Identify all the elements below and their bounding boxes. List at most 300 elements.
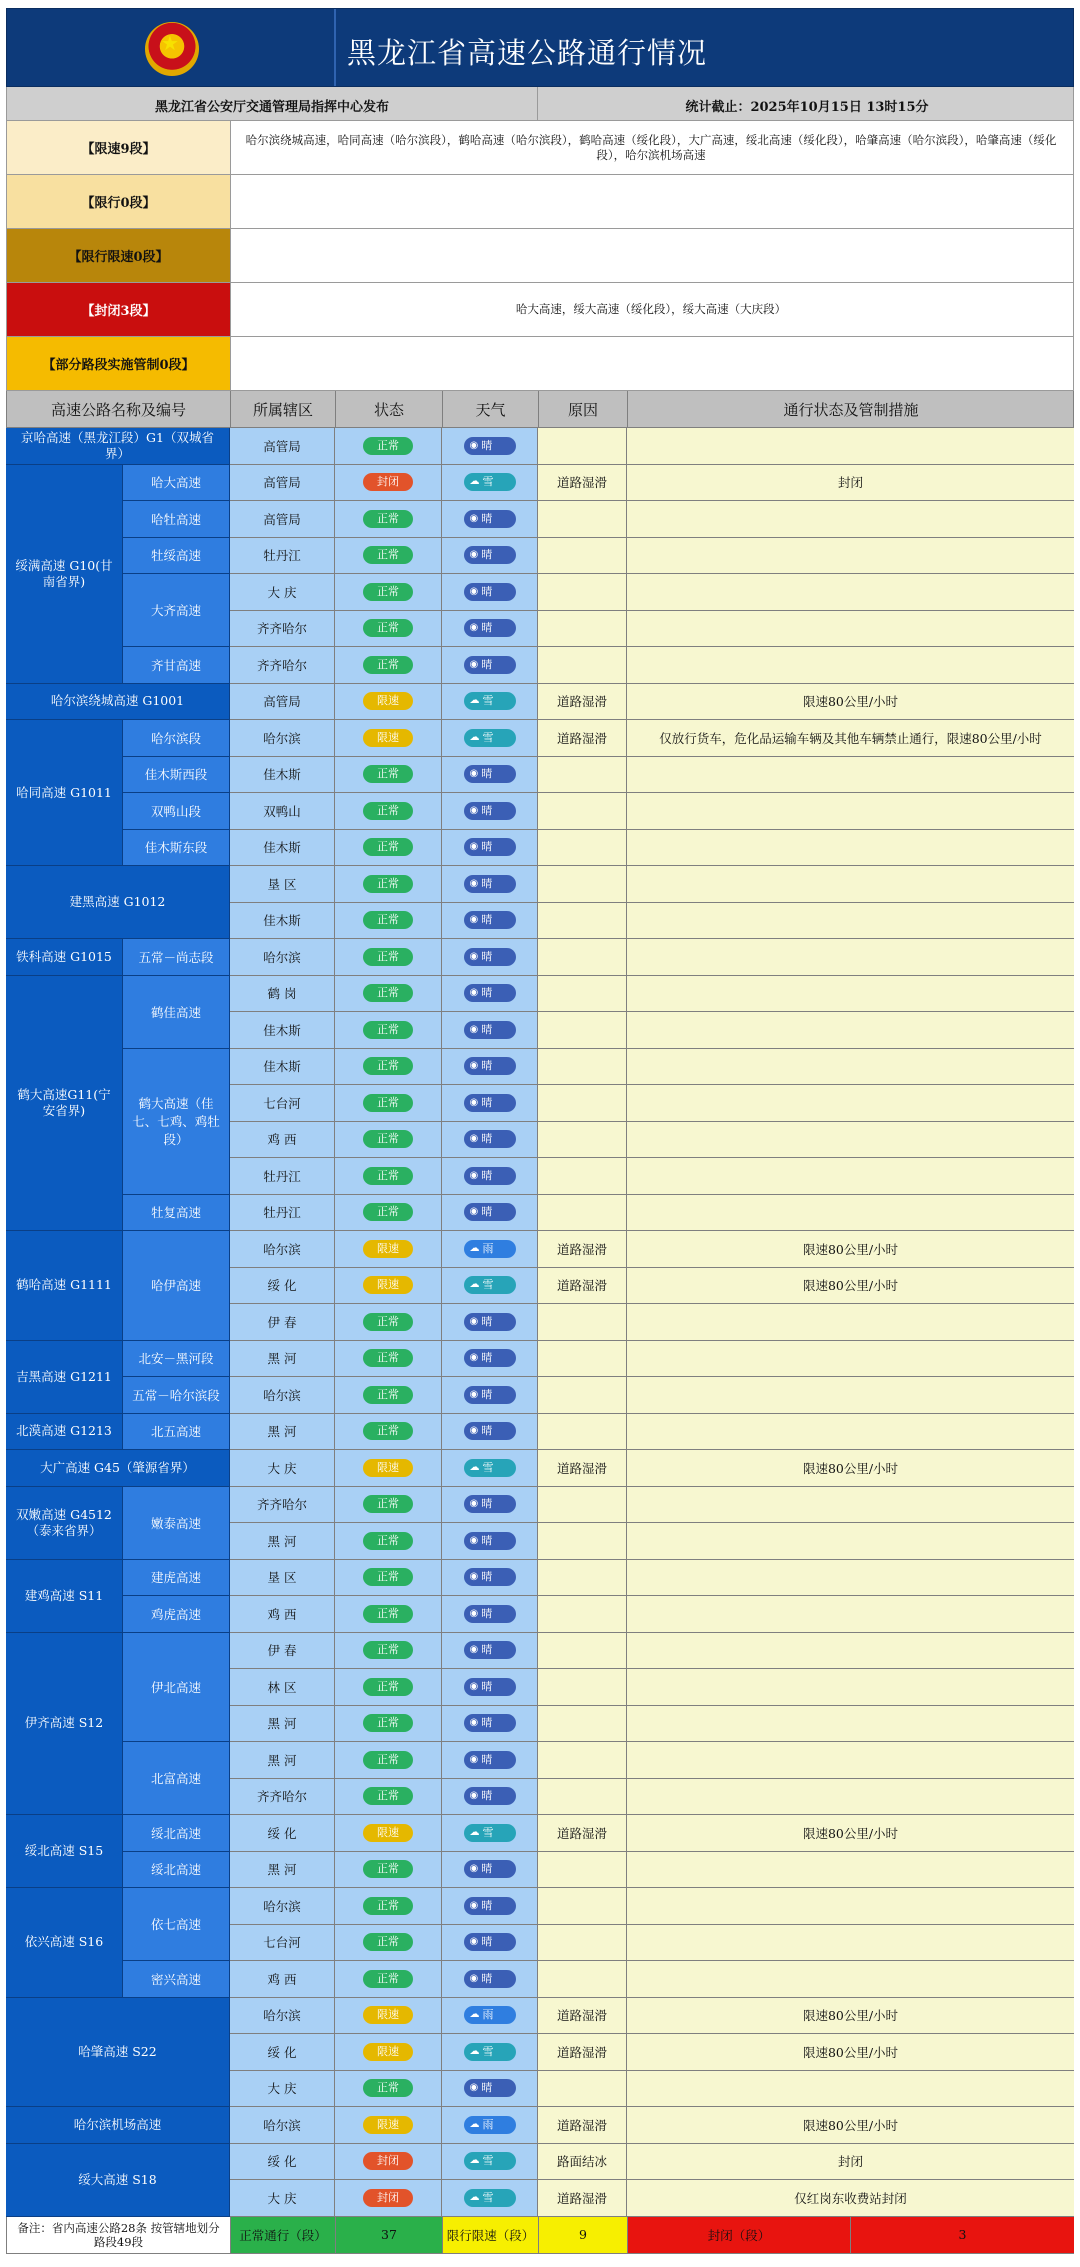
jurisdiction-cell: 高管局 xyxy=(230,501,335,538)
weather-cell xyxy=(442,720,538,757)
measure-cell: 封闭 xyxy=(627,465,1074,502)
status-badge: 正常 xyxy=(363,1860,413,1878)
sun-icon: ◉ xyxy=(469,1425,479,1437)
status-cell xyxy=(335,1195,442,1232)
weather-cell xyxy=(442,1377,538,1414)
weather-label: 雪 xyxy=(482,475,494,489)
weather-cell xyxy=(442,2144,538,2181)
publish-info-bar xyxy=(6,87,1074,121)
footer-normal-label: 正常通行（段） xyxy=(231,2217,336,2253)
status-cell xyxy=(335,2107,442,2144)
summary-row xyxy=(6,175,1074,229)
segment-cell: 北安－黑河段 xyxy=(123,1341,230,1378)
status-cell xyxy=(335,1158,442,1195)
jurisdiction-cell: 绥 化 xyxy=(230,2144,335,2181)
status-badge: 正常 xyxy=(363,948,413,966)
segment-cell: 哈伊高速 xyxy=(123,1231,230,1341)
weather-label: 晴 xyxy=(481,1424,493,1438)
reason-cell: 道路湿滑 xyxy=(538,2180,627,2217)
jurisdiction-cell: 齐齐哈尔 xyxy=(230,1487,335,1524)
reason-cell xyxy=(538,428,627,465)
sun-icon: ◉ xyxy=(469,1096,479,1108)
weather-cell xyxy=(442,830,538,867)
status-cell xyxy=(335,1560,442,1597)
measure-cell xyxy=(627,647,1074,684)
segment-cell: 齐甘高速 xyxy=(123,647,230,684)
measure-cell xyxy=(627,1049,1074,1086)
segment-cell: 鹤大高速（佳七、七鸡、鸡牡段） xyxy=(123,1049,230,1195)
status-badge: 正常 xyxy=(363,510,413,528)
status-badge: 正常 xyxy=(363,802,413,820)
measure-cell xyxy=(627,1012,1074,1049)
reason-cell xyxy=(538,866,627,903)
weather-badge xyxy=(464,1276,516,1294)
weather-badge xyxy=(464,984,516,1002)
weather-cell xyxy=(442,428,538,465)
road-name-cell: 哈肇高速 S22 xyxy=(6,1998,230,2108)
sun-icon: ◉ xyxy=(469,1899,479,1911)
status-cell xyxy=(335,1122,442,1159)
weather-cell xyxy=(442,1852,538,1889)
weather-cell xyxy=(442,1049,538,1086)
cloud-icon: ☁ xyxy=(469,2155,480,2167)
jurisdiction-cell: 伊 春 xyxy=(230,1633,335,1670)
measure-cell xyxy=(627,793,1074,830)
weather-badge xyxy=(464,1349,516,1367)
weather-badge xyxy=(464,1897,516,1915)
weather-cell xyxy=(442,866,538,903)
status-badge: 正常 xyxy=(363,1021,413,1039)
summary-text xyxy=(233,175,1069,228)
measure-cell: 限速80公里/小时 xyxy=(627,2034,1074,2071)
jurisdiction-cell: 哈尔滨 xyxy=(230,1998,335,2035)
reason-cell xyxy=(538,1195,627,1232)
weather-label: 晴 xyxy=(481,1497,493,1511)
status-badge: 正常 xyxy=(363,1094,413,1112)
sun-icon: ◉ xyxy=(469,1644,479,1656)
weather-cell xyxy=(442,1815,538,1852)
reason-cell xyxy=(538,1341,627,1378)
status-cell xyxy=(335,757,442,794)
footer-limit-count: 9 xyxy=(539,2217,628,2253)
title-divider xyxy=(334,9,336,86)
table-header xyxy=(6,391,1074,428)
cloud-icon: ☁ xyxy=(469,1826,480,1838)
reason-cell xyxy=(538,830,627,867)
segment-cell: 北五高速 xyxy=(123,1414,230,1451)
measure-cell xyxy=(627,1085,1074,1122)
col-measures: 通行状态及管制措施 xyxy=(783,400,919,419)
sun-icon: ◉ xyxy=(469,1133,479,1145)
measure-cell xyxy=(627,611,1074,648)
jurisdiction-cell: 高管局 xyxy=(230,428,335,465)
status-badge: 正常 xyxy=(363,1897,413,1915)
reason-cell: 道路湿滑 xyxy=(538,465,627,502)
measure-cell xyxy=(627,976,1074,1013)
measure-cell xyxy=(627,1341,1074,1378)
status-badge: 限速 xyxy=(363,2116,413,2134)
status-cell xyxy=(335,428,442,465)
status-badge: 正常 xyxy=(363,1641,413,1659)
weather-label: 晴 xyxy=(481,438,493,452)
status-cell xyxy=(335,1925,442,1962)
weather-badge xyxy=(464,802,516,820)
weather-cell xyxy=(442,2107,538,2144)
road-name-cell: 吉黑高速 G1211 xyxy=(6,1341,123,1414)
reason-cell xyxy=(538,1596,627,1633)
sun-icon: ◉ xyxy=(469,1863,479,1875)
weather-cell xyxy=(442,611,538,648)
weather-label: 晴 xyxy=(481,1533,493,1547)
road-name-cell: 鹤大高速G11(宁安省界) xyxy=(6,976,123,1232)
sun-icon: ◉ xyxy=(469,1534,479,1546)
weather-label: 晴 xyxy=(481,1314,493,1328)
measure-cell xyxy=(627,1304,1074,1341)
reason-cell: 道路湿滑 xyxy=(538,1231,627,1268)
summary-row xyxy=(6,283,1074,337)
page-title: 黑龙江省高速公路通行情况 xyxy=(347,36,708,70)
status-cell xyxy=(335,611,442,648)
sun-icon: ◉ xyxy=(469,768,479,780)
status-badge: 限速 xyxy=(363,1276,413,1294)
measure-cell xyxy=(627,501,1074,538)
weather-cell xyxy=(442,1414,538,1451)
segment-cell: 依七高速 xyxy=(123,1888,230,1961)
weather-cell xyxy=(442,757,538,794)
status-cell xyxy=(335,1742,442,1779)
reason-cell: 道路湿滑 xyxy=(538,1815,627,1852)
weather-badge xyxy=(464,1094,516,1112)
col-weather: 天气 xyxy=(443,391,539,427)
measure-cell xyxy=(627,1779,1074,1816)
summary-row xyxy=(6,229,1074,283)
reason-cell xyxy=(538,1523,627,1560)
jurisdiction-cell: 林 区 xyxy=(230,1669,335,1706)
weather-label: 雪 xyxy=(482,2190,494,2204)
weather-badge xyxy=(464,1240,516,1258)
sun-icon: ◉ xyxy=(469,549,479,561)
weather-cell xyxy=(442,574,538,611)
status-cell xyxy=(335,1706,442,1743)
summary-label: 【部分路段实施管制0段】 xyxy=(7,337,231,390)
jurisdiction-cell: 黑 河 xyxy=(230,1852,335,1889)
jurisdiction-cell: 双鸭山 xyxy=(230,793,335,830)
measure-cell xyxy=(627,1523,1074,1560)
jurisdiction-cell: 黑 河 xyxy=(230,1742,335,1779)
jurisdiction-cell: 垦 区 xyxy=(230,866,335,903)
sun-icon: ◉ xyxy=(469,439,479,451)
weather-cell xyxy=(442,538,538,575)
status-badge: 正常 xyxy=(363,1167,413,1185)
jurisdiction-cell: 大 庆 xyxy=(230,2180,335,2217)
summary-text: 哈大高速，绥大高速（绥化段），绥大高速（大庆段） xyxy=(515,302,787,316)
weather-cell xyxy=(442,1706,538,1743)
reason-cell xyxy=(538,1888,627,1925)
weather-badge xyxy=(464,1021,516,1039)
weather-label: 晴 xyxy=(481,511,493,525)
reason-cell: 道路湿滑 xyxy=(538,720,627,757)
sun-icon: ◉ xyxy=(469,622,479,634)
measure-cell xyxy=(627,1888,1074,1925)
road-name-cell: 建鸡高速 S11 xyxy=(6,1560,123,1633)
weather-cell xyxy=(442,1012,538,1049)
measure-cell xyxy=(627,1633,1074,1670)
status-badge: 封闭 xyxy=(363,473,413,491)
weather-cell xyxy=(442,1888,538,1925)
weather-label: 雪 xyxy=(482,730,494,744)
jurisdiction-cell: 鸡 西 xyxy=(230,1596,335,1633)
measure-cell: 限速80公里/小时 xyxy=(627,1998,1074,2035)
reason-cell xyxy=(538,1122,627,1159)
weather-badge xyxy=(464,583,516,601)
sun-icon: ◉ xyxy=(469,877,479,889)
weather-label: 晴 xyxy=(481,1862,493,1876)
jurisdiction-cell: 齐齐哈尔 xyxy=(230,1779,335,1816)
title-bar xyxy=(6,8,1074,87)
jurisdiction-cell: 黑 河 xyxy=(230,1414,335,1451)
reason-cell xyxy=(538,1742,627,1779)
status-badge: 正常 xyxy=(363,1605,413,1623)
status-badge: 正常 xyxy=(363,1568,413,1586)
status-cell xyxy=(335,1669,442,1706)
weather-cell xyxy=(442,976,538,1013)
segment-cell: 牡绥高速 xyxy=(123,538,230,575)
reason-cell xyxy=(538,793,627,830)
status-badge: 正常 xyxy=(363,911,413,929)
reason-cell xyxy=(538,1779,627,1816)
weather-badge xyxy=(464,473,516,491)
status-badge: 正常 xyxy=(363,583,413,601)
sun-icon: ◉ xyxy=(469,1972,479,1984)
summary-label: 【限行限速0段】 xyxy=(7,229,231,282)
road-name-cell: 鹤哈高速 G1111 xyxy=(6,1231,123,1341)
status-badge: 正常 xyxy=(363,1422,413,1440)
segment-cell: 大齐高速 xyxy=(123,574,230,647)
status-cell xyxy=(335,1888,442,1925)
sun-icon: ◉ xyxy=(469,1790,479,1802)
status-badge: 限速 xyxy=(363,1240,413,1258)
weather-badge xyxy=(464,875,516,893)
weather-label: 晴 xyxy=(481,1643,493,1657)
status-cell xyxy=(335,2180,442,2217)
status-badge: 正常 xyxy=(363,437,413,455)
weather-badge xyxy=(464,2116,516,2134)
measure-cell xyxy=(627,1122,1074,1159)
weather-cell xyxy=(442,684,538,721)
status-badge: 正常 xyxy=(363,1313,413,1331)
reason-cell xyxy=(538,501,627,538)
weather-cell xyxy=(442,2034,538,2071)
status-cell xyxy=(335,1596,442,1633)
road-name-cell: 双嫩高速 G4512（泰来省界） xyxy=(6,1487,123,1560)
footer-summary xyxy=(6,2217,1074,2254)
weather-badge xyxy=(464,437,516,455)
weather-cell xyxy=(442,1742,538,1779)
road-name-cell: 哈尔滨机场高速 xyxy=(6,2107,230,2144)
sun-icon: ◉ xyxy=(469,1206,479,1218)
weather-label: 晴 xyxy=(481,1351,493,1365)
jurisdiction-cell: 哈尔滨 xyxy=(230,939,335,976)
weather-badge xyxy=(464,838,516,856)
weather-label: 晴 xyxy=(481,876,493,890)
weather-cell xyxy=(442,1779,538,1816)
cloud-icon: ☁ xyxy=(469,731,480,743)
measure-cell xyxy=(627,1596,1074,1633)
reason-cell xyxy=(538,1852,627,1889)
jurisdiction-cell: 大 庆 xyxy=(230,574,335,611)
sun-icon: ◉ xyxy=(469,1169,479,1181)
road-name-cell: 北漠高速 G1213 xyxy=(6,1414,123,1451)
road-name-cell: 绥满高速 G10(甘南省界) xyxy=(6,465,123,684)
status-badge: 封闭 xyxy=(363,2152,413,2170)
weather-badge xyxy=(464,765,516,783)
status-cell xyxy=(335,1049,442,1086)
sun-icon: ◉ xyxy=(469,1352,479,1364)
measure-cell xyxy=(627,1377,1074,1414)
segment-cell: 鸡虎高速 xyxy=(123,1596,230,1633)
jurisdiction-cell: 绥 化 xyxy=(230,1815,335,1852)
weather-label: 晴 xyxy=(481,1570,493,1584)
weather-label: 晴 xyxy=(481,986,493,1000)
reason-cell xyxy=(538,1669,627,1706)
road-name-cell: 铁科高速 G1015 xyxy=(6,939,123,976)
sun-icon: ◉ xyxy=(469,841,479,853)
traffic-status-sheet xyxy=(6,8,1074,2254)
status-badge: 正常 xyxy=(363,1751,413,1769)
status-cell xyxy=(335,465,442,502)
sun-icon: ◉ xyxy=(469,950,479,962)
footer-normal-count: 37 xyxy=(336,2217,443,2253)
measure-cell xyxy=(627,866,1074,903)
segment-cell: 佳木斯东段 xyxy=(123,830,230,867)
footer-limit-label: 限行限速（段） xyxy=(443,2217,539,2253)
sun-icon: ◉ xyxy=(469,1571,479,1583)
segment-cell: 哈大高速 xyxy=(123,465,230,502)
measure-cell xyxy=(627,2071,1074,2108)
weather-badge xyxy=(464,1860,516,1878)
status-cell xyxy=(335,647,442,684)
jurisdiction-cell: 哈尔滨 xyxy=(230,720,335,757)
jurisdiction-cell: 七台河 xyxy=(230,1085,335,1122)
reason-cell xyxy=(538,1925,627,1962)
status-badge: 封闭 xyxy=(363,2189,413,2207)
measure-cell: 限速80公里/小时 xyxy=(627,1231,1074,1268)
reason-cell xyxy=(538,1377,627,1414)
stat-time-label: 统计截止：2025年10月15日 13时15分 xyxy=(685,100,929,115)
weather-badge xyxy=(464,1532,516,1550)
col-jurisdiction: 所属辖区 xyxy=(231,391,336,427)
weather-badge xyxy=(464,1605,516,1623)
status-badge: 限速 xyxy=(363,692,413,710)
weather-label: 晴 xyxy=(481,1059,493,1073)
weather-badge xyxy=(464,1167,516,1185)
measure-cell xyxy=(627,1852,1074,1889)
reason-cell: 道路湿滑 xyxy=(538,1998,627,2035)
weather-cell xyxy=(442,1961,538,1998)
jurisdiction-cell: 佳木斯 xyxy=(230,1012,335,1049)
status-badge: 正常 xyxy=(363,1970,413,1988)
weather-badge xyxy=(464,1422,516,1440)
weather-cell xyxy=(442,1158,538,1195)
status-cell xyxy=(335,2034,442,2071)
reason-cell xyxy=(538,1706,627,1743)
road-name-cell: 依兴高速 S16 xyxy=(6,1888,123,1998)
measure-cell xyxy=(627,1742,1074,1779)
segment-cell: 绥北高速 xyxy=(123,1852,230,1889)
reason-cell xyxy=(538,1633,627,1670)
segment-cell: 建虎高速 xyxy=(123,1560,230,1597)
sun-icon: ◉ xyxy=(469,1060,479,1072)
reason-cell xyxy=(538,647,627,684)
jurisdiction-cell: 大 庆 xyxy=(230,1450,335,1487)
footer-note: 备注：省内高速公路28条 按管辖地划分路段49段 xyxy=(7,2217,231,2253)
summary-text xyxy=(233,337,1069,390)
weather-badge xyxy=(464,2189,516,2207)
weather-badge xyxy=(464,1824,516,1842)
weather-cell xyxy=(442,793,538,830)
jurisdiction-cell: 绥 化 xyxy=(230,1268,335,1305)
road-name-cell: 绥北高速 S15 xyxy=(6,1815,123,1888)
reason-cell xyxy=(538,1049,627,1086)
weather-cell xyxy=(442,1633,538,1670)
reason-cell xyxy=(538,1012,627,1049)
weather-cell xyxy=(442,2071,538,2108)
sun-icon: ◉ xyxy=(469,512,479,524)
weather-badge xyxy=(464,619,516,637)
status-badge: 限速 xyxy=(363,1459,413,1477)
jurisdiction-cell: 佳木斯 xyxy=(230,830,335,867)
weather-cell xyxy=(442,1341,538,1378)
status-cell xyxy=(335,1633,442,1670)
reason-cell: 道路湿滑 xyxy=(538,1268,627,1305)
summary-section xyxy=(6,121,1074,391)
weather-label: 晴 xyxy=(481,949,493,963)
measure-cell: 仅放行货车，危化品运输车辆及其他车辆禁止通行，限速80公里/小时 xyxy=(627,720,1074,757)
weather-cell xyxy=(442,903,538,940)
measure-cell: 限速80公里/小时 xyxy=(627,1450,1074,1487)
measure-cell: 封闭 xyxy=(627,2144,1074,2181)
cloud-icon: ☁ xyxy=(469,1242,480,1254)
weather-label: 晴 xyxy=(481,767,493,781)
cloud-icon: ☁ xyxy=(469,2045,480,2057)
reason-cell xyxy=(538,574,627,611)
status-cell xyxy=(335,1852,442,1889)
jurisdiction-cell: 鹤 岗 xyxy=(230,976,335,1013)
reason-cell xyxy=(538,1560,627,1597)
weather-label: 晴 xyxy=(481,1789,493,1803)
weather-badge xyxy=(464,729,516,747)
jurisdiction-cell: 七台河 xyxy=(230,1925,335,1962)
status-cell xyxy=(335,1815,442,1852)
weather-badge xyxy=(464,2043,516,2061)
cloud-icon: ☁ xyxy=(469,2118,480,2130)
police-emblem-icon: ★ xyxy=(145,22,199,76)
weather-cell xyxy=(442,1487,538,1524)
reason-cell xyxy=(538,903,627,940)
weather-cell xyxy=(442,1596,538,1633)
jurisdiction-cell: 黑 河 xyxy=(230,1341,335,1378)
weather-badge xyxy=(464,1495,516,1513)
weather-cell xyxy=(442,1195,538,1232)
weather-label: 雪 xyxy=(482,1278,494,1292)
measure-cell: 限速80公里/小时 xyxy=(627,1268,1074,1305)
status-cell xyxy=(335,1998,442,2035)
weather-label: 晴 xyxy=(481,1387,493,1401)
weather-label: 晴 xyxy=(481,840,493,854)
weather-badge xyxy=(464,1386,516,1404)
status-cell xyxy=(335,538,442,575)
weather-cell xyxy=(442,1998,538,2035)
